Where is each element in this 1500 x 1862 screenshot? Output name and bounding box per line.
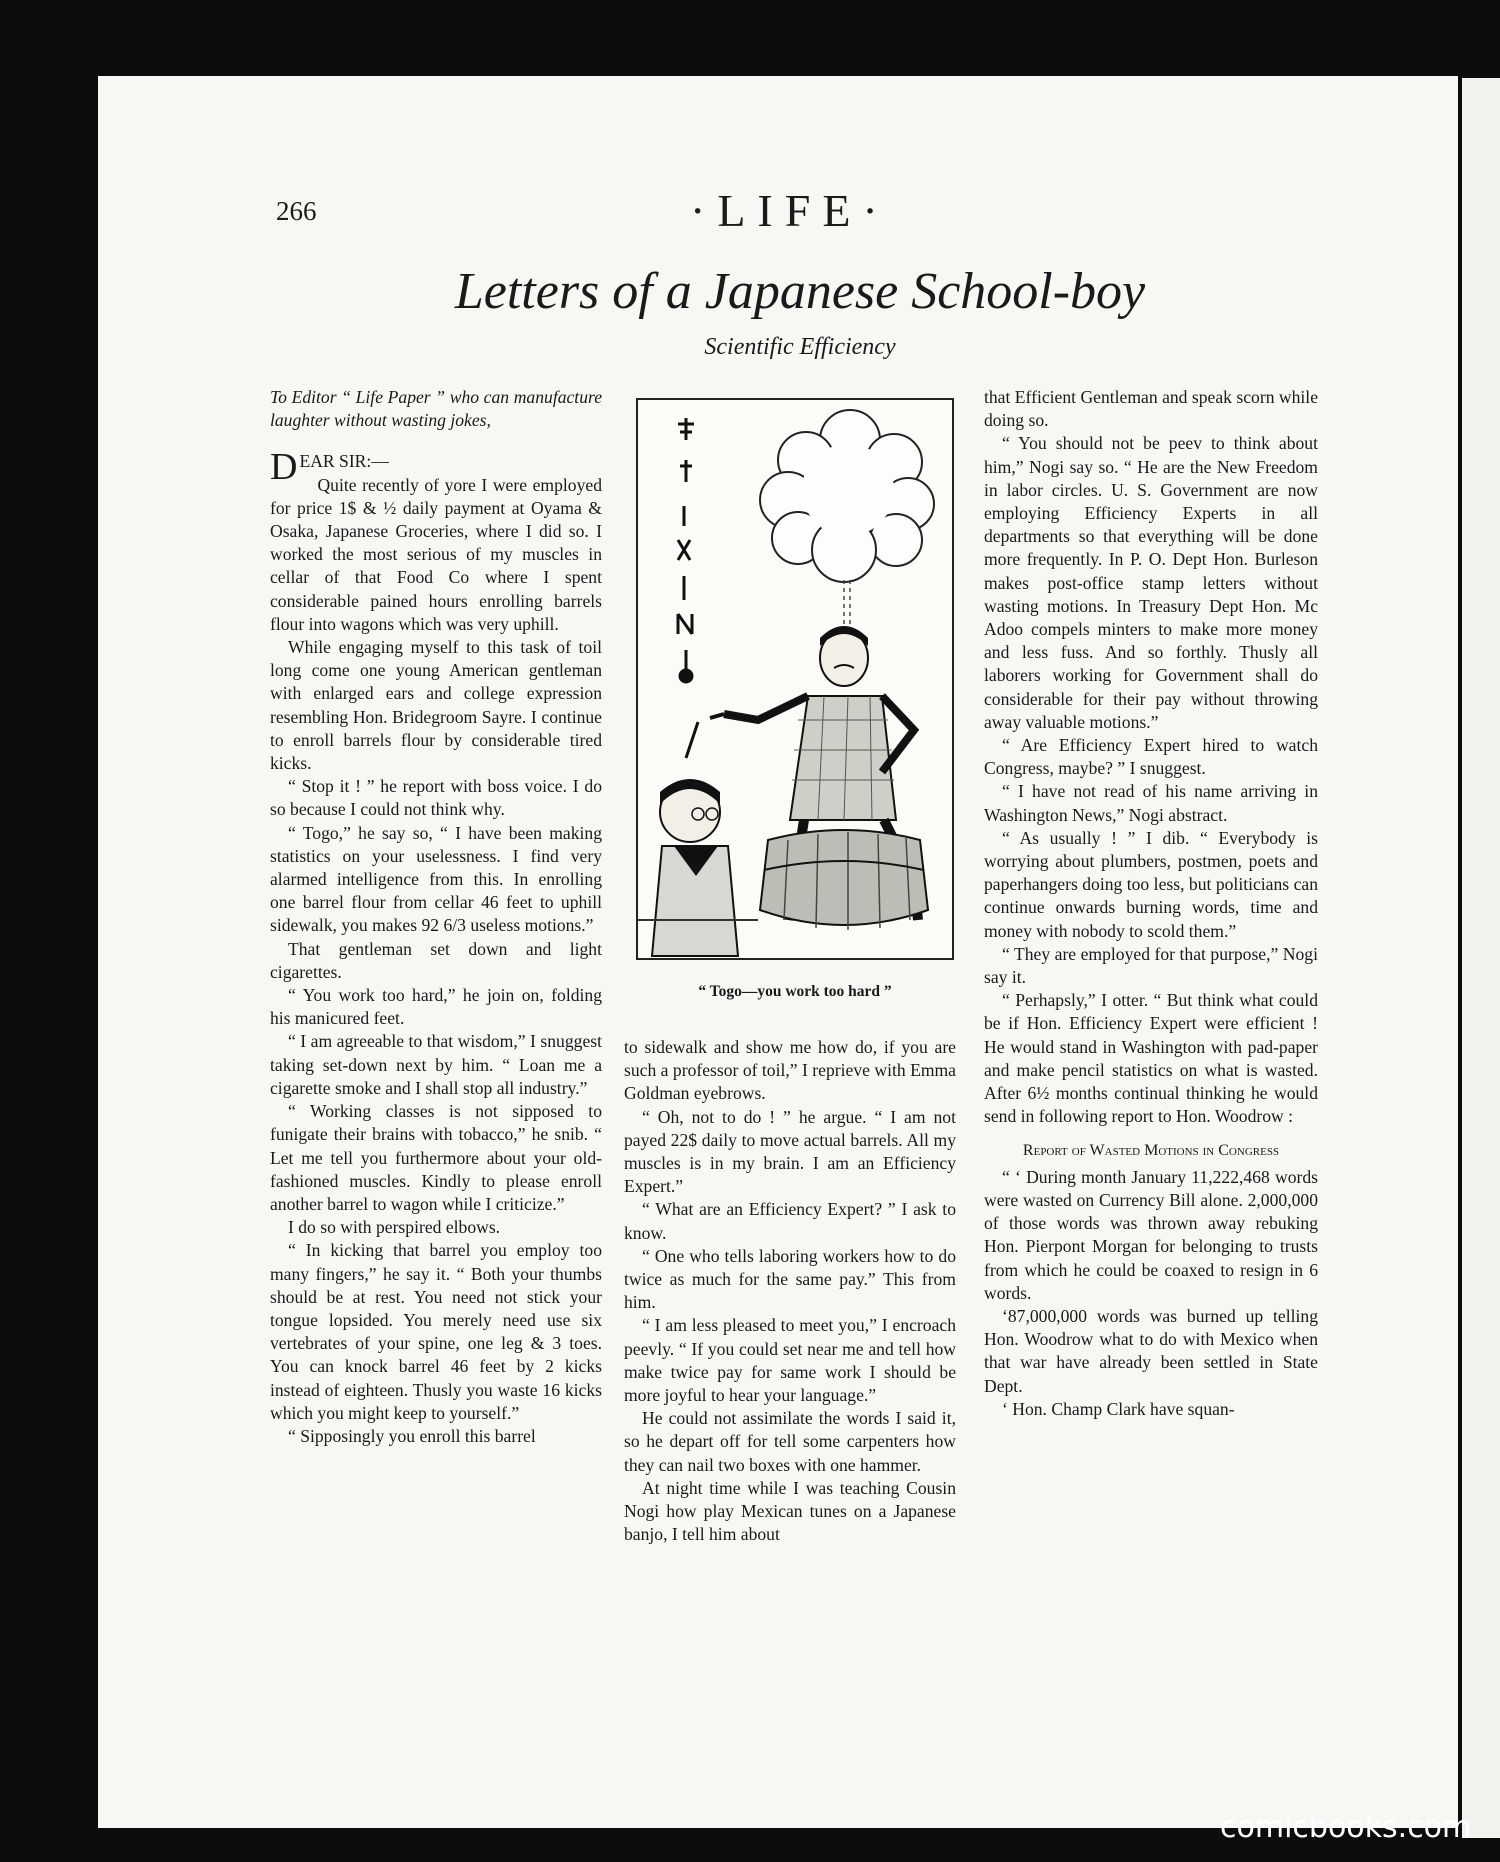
paragraph: “ One who tells laboring workers how to do twice as much for the same pay.” This from him.: [624, 1245, 956, 1313]
paragraph: ‘ Hon. Champ Clark have squan-: [1002, 1398, 1235, 1419]
paragraph: That gentleman set down and light cigarettes.: [270, 938, 602, 982]
barrel: [760, 830, 928, 930]
page-number: 266: [276, 196, 317, 226]
article-title: Letters of a Japanese School-boy: [454, 263, 1146, 320]
column-2: [624, 1036, 956, 1546]
paragraph: “ Togo,” he say so, “ I have been making statistics on your uselessness. I find very alarmed intelligence from this. In enrolling one barrel flour from cellar 46 feet to uphill sidewalk, you makes 92 6/3 useless motions.”: [270, 822, 602, 936]
artist-signature: [678, 418, 694, 682]
schoolboy-figure: [652, 779, 738, 956]
paragraph: I do so with perspired elbows.: [288, 1217, 501, 1238]
paragraph: Quite recently of yore I were employed for price 1$ & ½ daily payment at Oyama & Osaka, Japanese Groceries, where I did so. I worked the most serious of my muscles in cellar of that Food Co where I spent considerable pained hours enrolling barrels flour into wagons which was very uphill.: [270, 474, 602, 634]
report-heading: Report of Wasted Motions in Congress: [1022, 1141, 1280, 1159]
paragraph: to sidewalk and show me how do, if you are such a professor of toil,” I reprieve with Emma Goldman eyebrows.: [624, 1037, 956, 1104]
paragraph: “ ‘ During month January 11,222,468 words were wasted on Currency Bill alone. 2,000,000 of those words was thrown away rebuking Hon. Pierpont Morgan for belonging to trusts from which he could be coaxed to resign in 6 words.: [984, 1166, 1318, 1303]
cartoon-drawing: [638, 400, 952, 958]
salutation: [270, 446, 602, 489]
paragraph: that Efficient Gentleman and speak scorn while doing so.: [984, 387, 1318, 431]
paragraph: “ Stop it ! ” he report with boss voice. I do so because I could not think why.: [270, 776, 602, 820]
paragraph: “ Sipposingly you enroll this barrel: [288, 1425, 536, 1446]
salutation-text: EAR SIR:—: [299, 451, 389, 472]
paragraph: “ I am agreeable to that wisdom,” I snuggest taking set-down next by him. “ Loan me a cigarette smoke and I shall stop all industry.”: [270, 1031, 602, 1098]
site-watermark: comicbooks.com: [1220, 1810, 1472, 1845]
paragraph: While engaging myself to this task of toil long come one young American gentleman with enlarged ears and college expression resembling Hon. Bridegroom Sayre. I continue to enroll barrels flour by considerable tired kicks.: [270, 637, 602, 774]
paragraph: “ As usually ! ” I dib. “ Everybody is worrying about plumbers, postmen, poets and paperhangers doing too less, but politicians can continue onwards burning words, time and money with nobody to scold them.”: [984, 827, 1318, 941]
paragraph: At night time while I was teaching Cousin Nogi how play Mexican tunes on a Japanese banjo, I tell him about: [624, 1477, 956, 1545]
paragraph: “ Are Efficiency Expert hired to watch Congress, maybe? ” I snuggest.: [984, 735, 1318, 779]
paragraph: “ Perhapsly,” I otter. “ But think what could be if Hon. Efficiency Expert were efficient ! He would stand in Washington with pad-paper and make pencil statistics on what is wasted. After 6½ months continual thinking he would send in following report to Hon. Woodrow :: [984, 990, 1318, 1127]
paragraph: “ I am less pleased to meet you,” I encroach peevly. “ If you could set near me and tell how make twice pay for same work I should be more joyful to hear your language.”: [624, 1315, 956, 1406]
drop-cap: D: [270, 446, 298, 489]
column-3: [984, 386, 1318, 1421]
paragraph: “ Working classes is not sipposed to funigate their brains with tobacco,” he snib. “ Let me tell you furthermore about your old-fashioned muscles. Kindly to please enroll another barrel to wagon while I criticize.”: [270, 1101, 602, 1214]
paragraph: He could not assimilate the words I said it, so he depart off for tell some carpenters how they can nail two boxes with one hammer.: [624, 1408, 956, 1475]
paragraph: “ You work too hard,” he join on, folding his manicured feet.: [270, 985, 602, 1029]
paragraph: “ Oh, not to do ! ” he argue. “ I am not payed 22$ daily to move actual barrels. All my muscles is in my brain. I am an Efficiency Expert.”: [624, 1106, 956, 1197]
masthead: ·LIFE·: [690, 185, 890, 236]
illustration: [636, 398, 954, 960]
facing-page-edge: [1462, 78, 1500, 1838]
paragraph: “ They are employed for that purpose,” Nogi say it.: [984, 943, 1318, 988]
smoke-trail: [844, 580, 850, 634]
paragraph: ‘87,000,000 words was burned up telling Hon. Woodrow what to do with Mexico when that war have already been settled in State Dept.: [984, 1305, 1318, 1396]
paragraph: “ In kicking that barrel you employ too many fingers,” he say it. “ Both your thumbs should be at rest. You need not stick your tongue lopsided. You merely need use six vertebrates of your spine, one leg & 3 toes. You can knock barrel 46 feet by 2 kicks instead of eighteen. Thusly you waste 16 kicks which you might keep to yourself.”: [270, 1240, 602, 1423]
paragraph: “ I have not read of his name arriving in Washington News,” Nogi abstract.: [984, 781, 1318, 825]
paragraph: “ You should not be peev to think about him,” Nogi say so. “ He are the New Freedom in labor circles. U. S. Government are now employing Efficiency Experts in all departments so that everything will be done more frequently. In P. O. Dept Hon. Burleson makes post-office stamp letters without wasting motions. In Treasury Dept Hon. Mc Adoo compels minters to make more money and less fuss. And so forthly. Thusly all laborers working for Government shall do considerable for their pay without throwing away valuable motions.”: [984, 433, 1318, 732]
illustration-caption: “ Togo—you work too hard ”: [698, 983, 892, 1000]
column-1: [270, 386, 602, 1448]
article-subtitle: Scientific Efficiency: [704, 334, 896, 360]
paragraph: “ What are an Efficiency Expert? ” I ask to know.: [624, 1199, 956, 1243]
smoke-cloud: [760, 410, 934, 582]
dedication: To Editor “ Life Paper ” who can manufacture laughter without wasting jokes,: [270, 387, 602, 431]
